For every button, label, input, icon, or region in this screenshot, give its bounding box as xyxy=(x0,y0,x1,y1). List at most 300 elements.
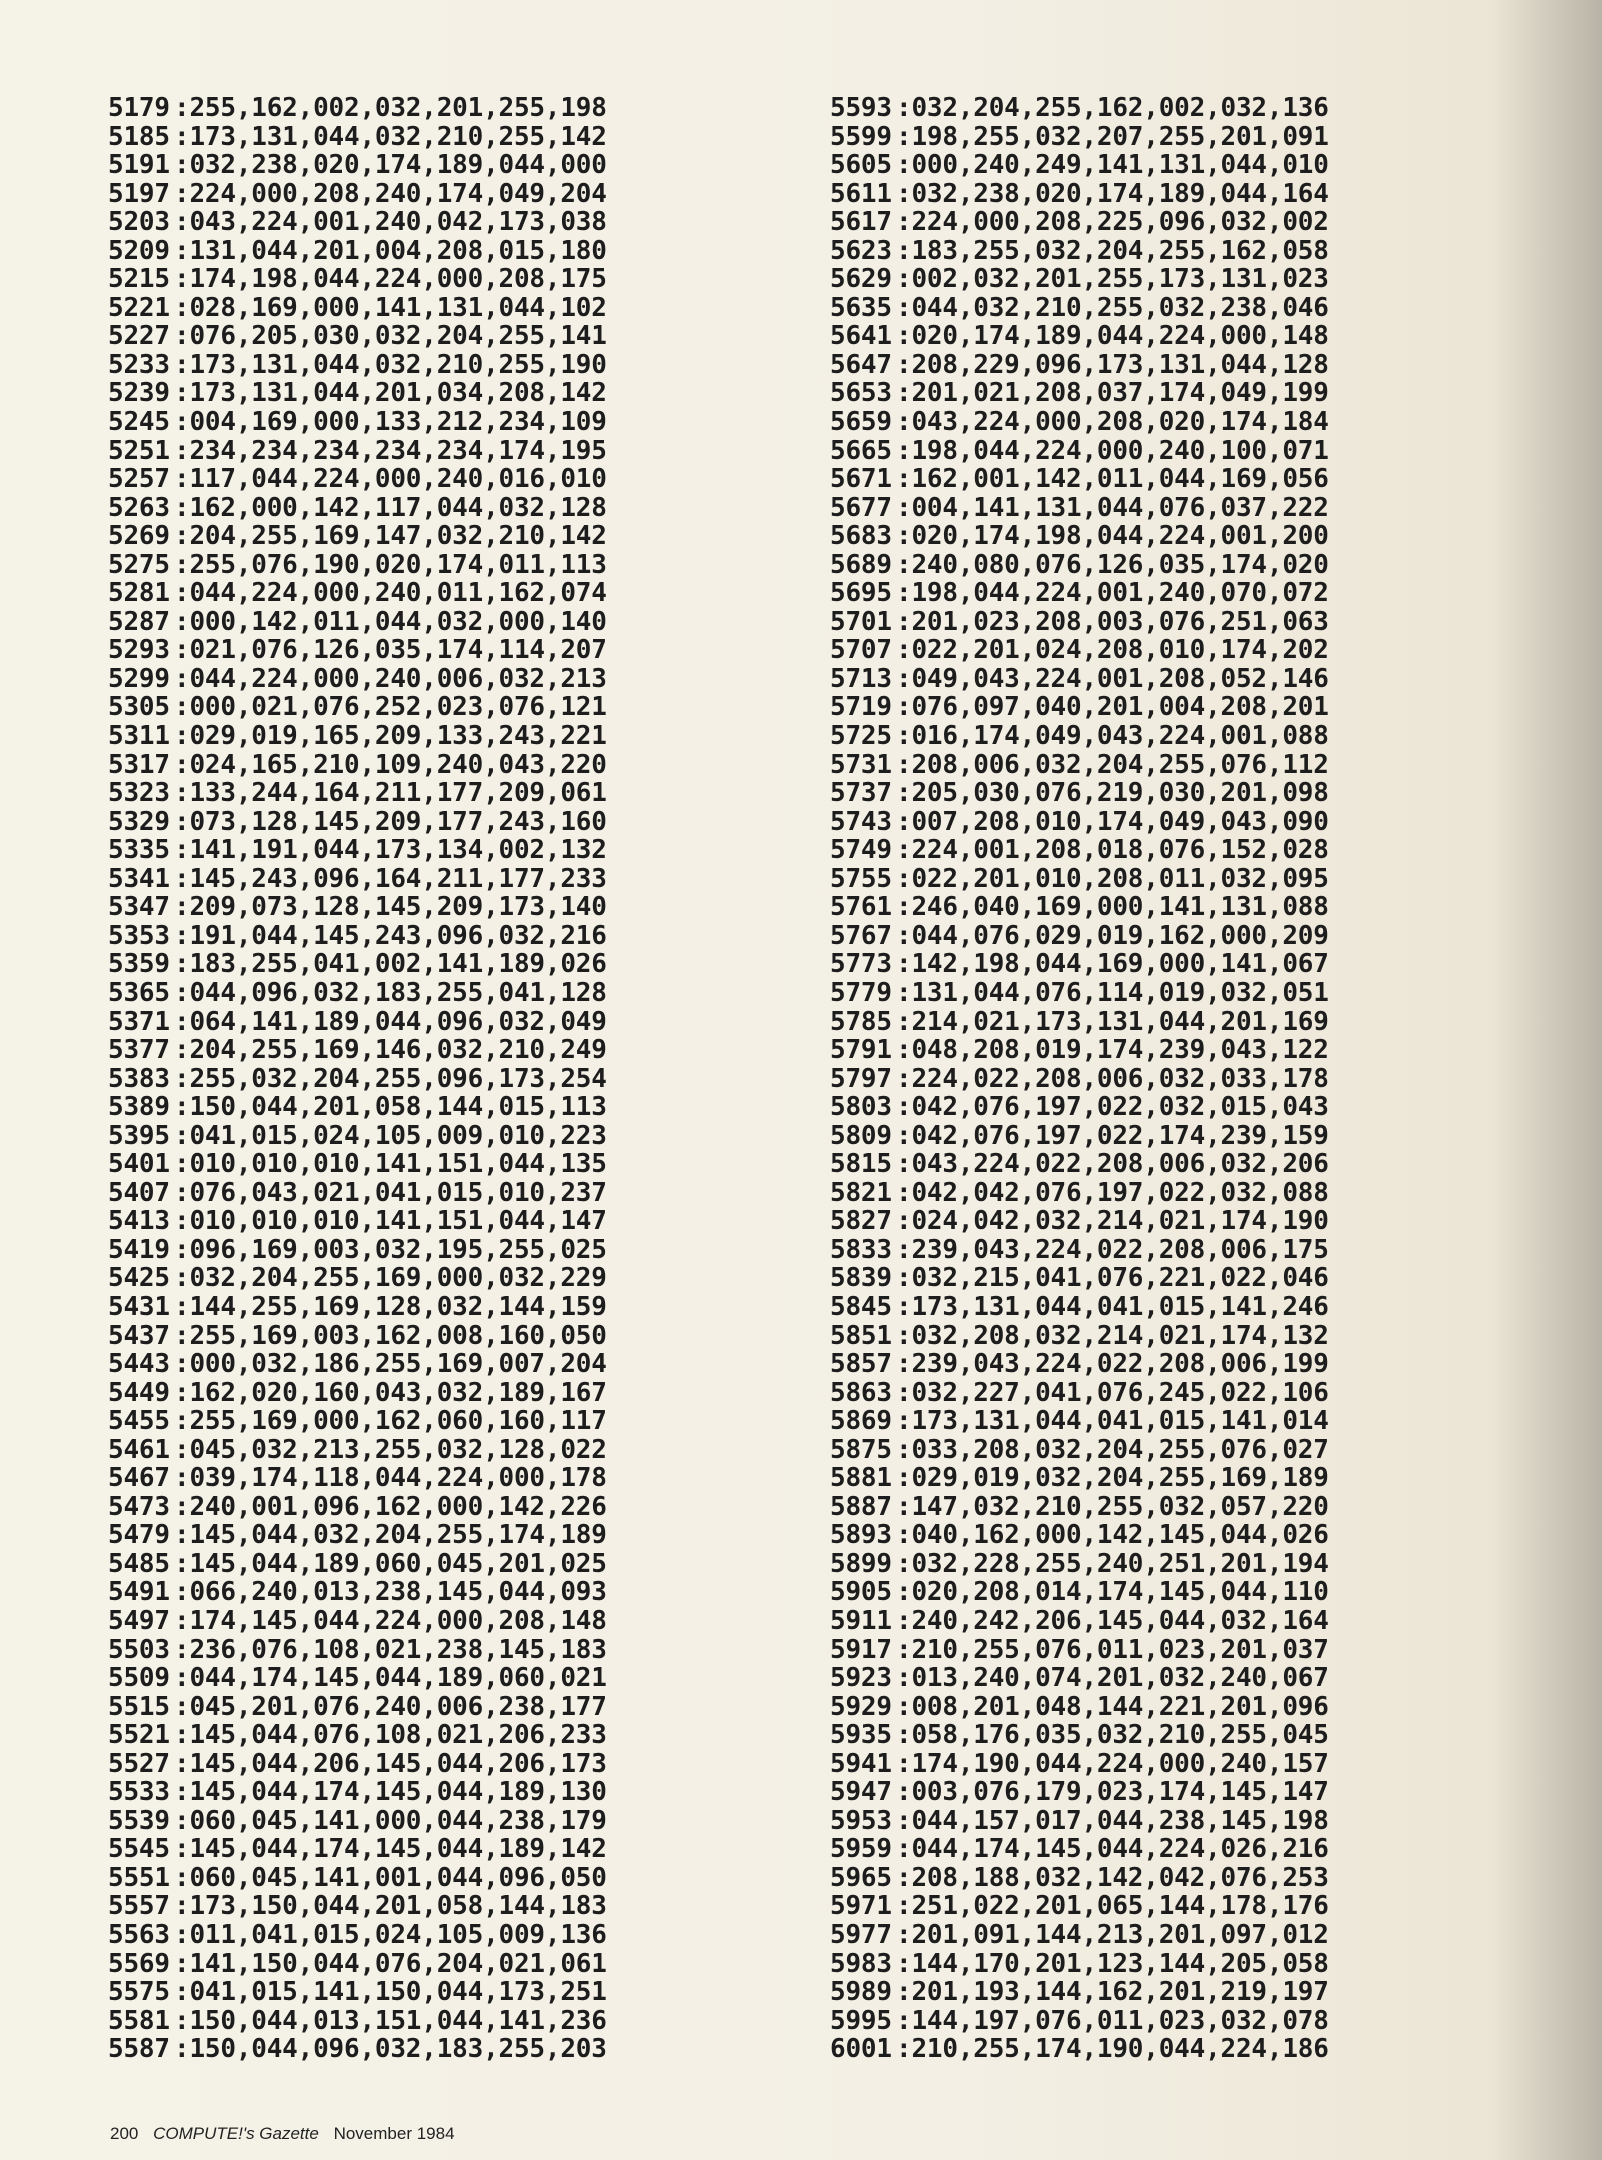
data-bytes: :174,145,044,224,000,208,148 xyxy=(174,1605,607,1636)
line-number: 5245 xyxy=(108,407,170,438)
data-bytes: :060,045,141,001,044,096,050 xyxy=(174,1862,607,1893)
listing-line xyxy=(108,808,607,837)
listing-line xyxy=(108,636,607,665)
line-number: 5755 xyxy=(830,863,892,894)
data-bytes: :240,001,096,162,000,142,226 xyxy=(174,1491,607,1522)
listing-line xyxy=(830,608,1329,637)
listing-line xyxy=(830,751,1329,780)
data-bytes: :205,030,076,219,030,201,098 xyxy=(896,778,1329,809)
line-number: 5407 xyxy=(108,1177,170,1208)
data-bytes: :147,032,210,255,032,057,220 xyxy=(896,1491,1329,1522)
listing-line xyxy=(108,1750,607,1779)
data-bytes: :144,170,201,123,144,205,058 xyxy=(896,1948,1329,1979)
line-number: 5911 xyxy=(830,1605,892,1636)
listing-line xyxy=(830,1521,1329,1550)
line-number: 5659 xyxy=(830,407,892,438)
data-bytes: :022,201,010,208,011,032,095 xyxy=(896,863,1329,894)
listing-line xyxy=(108,322,607,351)
line-number: 5323 xyxy=(108,778,170,809)
line-number: 5239 xyxy=(108,378,170,409)
listing-line xyxy=(108,1921,607,1950)
line-number: 5647 xyxy=(830,349,892,380)
listing-line xyxy=(108,693,607,722)
line-number: 5893 xyxy=(830,1520,892,1551)
line-number: 5899 xyxy=(830,1548,892,1579)
line-number: 5347 xyxy=(108,892,170,923)
listing-column-right xyxy=(830,94,1329,2064)
issue-date: November 1984 xyxy=(333,2124,455,2143)
listing-line xyxy=(108,123,607,152)
data-bytes: :060,045,141,000,044,238,179 xyxy=(174,1805,607,1836)
listing-line xyxy=(830,265,1329,294)
data-bytes: :013,240,074,201,032,240,067 xyxy=(896,1663,1329,1694)
data-bytes: :000,032,186,255,169,007,204 xyxy=(174,1349,607,1380)
data-bytes: :002,032,201,255,173,131,023 xyxy=(896,264,1329,295)
line-number: 5473 xyxy=(108,1491,170,1522)
data-bytes: :032,238,020,174,189,044,000 xyxy=(174,150,607,181)
data-bytes: :032,204,255,169,000,032,229 xyxy=(174,1263,607,1294)
listing-line xyxy=(830,1550,1329,1579)
data-bytes: :173,131,044,201,034,208,142 xyxy=(174,378,607,409)
data-bytes: :076,205,030,032,204,255,141 xyxy=(174,321,607,352)
line-number: 5809 xyxy=(830,1120,892,1151)
line-number: 5785 xyxy=(830,1006,892,1037)
line-number: 5569 xyxy=(108,1948,170,1979)
listing-line xyxy=(830,779,1329,808)
line-number: 5443 xyxy=(108,1349,170,1380)
data-bytes: :041,015,141,150,044,173,251 xyxy=(174,1977,607,2008)
data-bytes: :145,044,206,145,044,206,173 xyxy=(174,1748,607,1779)
listing-line xyxy=(830,237,1329,266)
listing-line xyxy=(108,1436,607,1465)
line-number: 5635 xyxy=(830,292,892,323)
listing-line xyxy=(830,1721,1329,1750)
line-number: 5941 xyxy=(830,1748,892,1779)
listing-line xyxy=(830,1065,1329,1094)
listing-line xyxy=(830,1264,1329,1293)
data-bytes: :043,224,000,208,020,174,184 xyxy=(896,407,1329,438)
data-bytes: :049,043,224,001,208,052,146 xyxy=(896,663,1329,694)
line-number: 5737 xyxy=(830,778,892,809)
listing-column-left xyxy=(108,94,607,2064)
listing-line xyxy=(108,1892,607,1921)
listing-line xyxy=(830,1778,1329,1807)
data-bytes: :131,044,076,114,019,032,051 xyxy=(896,977,1329,1008)
data-bytes: :029,019,165,209,133,243,221 xyxy=(174,721,607,752)
line-number: 5587 xyxy=(108,2034,170,2065)
data-bytes: :191,044,145,243,096,032,216 xyxy=(174,920,607,951)
listing-line xyxy=(830,1093,1329,1122)
line-number: 5521 xyxy=(108,1720,170,1751)
listing-line xyxy=(830,1407,1329,1436)
data-bytes: :020,174,198,044,224,001,200 xyxy=(896,521,1329,552)
data-bytes: :201,021,208,037,174,049,199 xyxy=(896,378,1329,409)
listing-line xyxy=(108,608,607,637)
listing-line xyxy=(108,408,607,437)
line-number: 5461 xyxy=(108,1434,170,1465)
line-number: 5743 xyxy=(830,806,892,837)
data-bytes: :024,042,032,214,021,174,190 xyxy=(896,1206,1329,1237)
data-bytes: :044,157,017,044,238,145,198 xyxy=(896,1805,1329,1836)
line-number: 5917 xyxy=(830,1634,892,1665)
data-bytes: :210,255,174,190,044,224,186 xyxy=(896,2034,1329,2065)
listing-line xyxy=(830,522,1329,551)
line-number: 5959 xyxy=(830,1834,892,1865)
line-number: 5545 xyxy=(108,1834,170,1865)
listing-line xyxy=(108,351,607,380)
listing-line xyxy=(108,1065,607,1094)
listing-line xyxy=(830,2035,1329,2064)
data-bytes: :021,076,126,035,174,114,207 xyxy=(174,635,607,666)
line-number: 5875 xyxy=(830,1434,892,1465)
line-number: 5617 xyxy=(830,207,892,238)
line-number: 5419 xyxy=(108,1234,170,1265)
listing-line xyxy=(108,779,607,808)
data-bytes: :044,032,210,255,032,238,046 xyxy=(896,292,1329,323)
listing-line xyxy=(108,722,607,751)
listing-line xyxy=(830,1664,1329,1693)
line-number: 5449 xyxy=(108,1377,170,1408)
line-number: 5527 xyxy=(108,1748,170,1779)
data-bytes: :209,073,128,145,209,173,140 xyxy=(174,892,607,923)
listing-line xyxy=(108,1264,607,1293)
line-number: 5695 xyxy=(830,578,892,609)
data-bytes: :045,201,076,240,006,238,177 xyxy=(174,1691,607,1722)
listing-line xyxy=(830,808,1329,837)
data-bytes: :029,019,032,204,255,169,189 xyxy=(896,1463,1329,1494)
listing-line xyxy=(830,1750,1329,1779)
listing-line xyxy=(830,1008,1329,1037)
data-bytes: :240,080,076,126,035,174,020 xyxy=(896,549,1329,580)
listing-line xyxy=(830,379,1329,408)
line-number: 5803 xyxy=(830,1092,892,1123)
data-bytes: :000,240,249,141,131,044,010 xyxy=(896,150,1329,181)
data-bytes: :240,242,206,145,044,032,164 xyxy=(896,1605,1329,1636)
line-number: 5509 xyxy=(108,1663,170,1694)
line-number: 5365 xyxy=(108,977,170,1008)
line-number: 5287 xyxy=(108,606,170,637)
listing-line xyxy=(830,180,1329,209)
data-bytes: :224,022,208,006,032,033,178 xyxy=(896,1063,1329,1094)
data-bytes: :201,091,144,213,201,097,012 xyxy=(896,1920,1329,1950)
listing-line xyxy=(830,836,1329,865)
line-number: 5887 xyxy=(830,1491,892,1522)
data-bytes: :042,076,197,022,032,015,043 xyxy=(896,1092,1329,1123)
data-bytes: :131,044,201,004,208,015,180 xyxy=(174,235,607,266)
line-number: 5281 xyxy=(108,578,170,609)
data-bytes: :032,238,020,174,189,044,164 xyxy=(896,178,1329,209)
line-number: 5197 xyxy=(108,178,170,209)
line-number: 5713 xyxy=(830,663,892,694)
data-bytes: :133,244,164,211,177,209,061 xyxy=(174,778,607,809)
listing-line xyxy=(108,751,607,780)
data-bytes: :008,201,048,144,221,201,096 xyxy=(896,1691,1329,1722)
listing-line xyxy=(830,579,1329,608)
line-number: 5371 xyxy=(108,1006,170,1037)
data-bytes: :239,043,224,022,208,006,175 xyxy=(896,1234,1329,1265)
data-bytes: :173,131,044,041,015,141,014 xyxy=(896,1406,1329,1437)
listing-line xyxy=(830,865,1329,894)
data-bytes: :210,255,076,011,023,201,037 xyxy=(896,1634,1329,1665)
data-bytes: :145,243,096,164,211,177,233 xyxy=(174,863,607,894)
listing-line xyxy=(830,2007,1329,2036)
page-number: 200 xyxy=(110,2124,139,2143)
line-number: 5233 xyxy=(108,349,170,380)
line-number: 5275 xyxy=(108,549,170,580)
line-number: 5827 xyxy=(830,1206,892,1237)
listing-line xyxy=(830,494,1329,523)
data-bytes: :000,021,076,252,023,076,121 xyxy=(174,692,607,723)
line-number: 5689 xyxy=(830,549,892,580)
listing-line xyxy=(108,2007,607,2036)
listing-line xyxy=(830,294,1329,323)
line-number: 5947 xyxy=(830,1777,892,1808)
data-bytes: :042,042,076,197,022,032,088 xyxy=(896,1177,1329,1208)
line-number: 5467 xyxy=(108,1463,170,1494)
line-number: 5551 xyxy=(108,1862,170,1893)
line-number: 5359 xyxy=(108,949,170,980)
listing-line xyxy=(108,1864,607,1893)
line-number: 5821 xyxy=(830,1177,892,1208)
line-number: 5581 xyxy=(108,2005,170,2036)
line-number: 5413 xyxy=(108,1206,170,1237)
data-bytes: :224,000,208,225,096,032,002 xyxy=(896,207,1329,238)
listing-line xyxy=(830,1036,1329,1065)
listing-line xyxy=(830,123,1329,152)
data-bytes: :198,044,224,001,240,070,072 xyxy=(896,578,1329,609)
listing-line xyxy=(108,1207,607,1236)
data-bytes: :040,162,000,142,145,044,026 xyxy=(896,1520,1329,1551)
line-number: 5383 xyxy=(108,1063,170,1094)
listing-line xyxy=(830,1379,1329,1408)
line-number: 5491 xyxy=(108,1577,170,1608)
line-number: 5377 xyxy=(108,1035,170,1066)
data-bytes: :162,001,142,011,044,169,056 xyxy=(896,464,1329,495)
line-number: 5953 xyxy=(830,1805,892,1836)
line-number: 5257 xyxy=(108,464,170,495)
line-number: 5995 xyxy=(830,2005,892,2036)
listing-line xyxy=(830,1950,1329,1979)
line-number: 5269 xyxy=(108,521,170,552)
data-bytes: :141,191,044,173,134,002,132 xyxy=(174,835,607,866)
line-number: 5749 xyxy=(830,835,892,866)
line-number: 5719 xyxy=(830,692,892,723)
data-bytes: :145,044,174,145,044,189,130 xyxy=(174,1777,607,1808)
listing-line xyxy=(830,1464,1329,1493)
line-number: 5251 xyxy=(108,435,170,466)
listing-line xyxy=(830,1693,1329,1722)
line-number: 5977 xyxy=(830,1920,892,1950)
line-number: 5701 xyxy=(830,606,892,637)
data-bytes: :173,131,044,041,015,141,246 xyxy=(896,1291,1329,1322)
line-number: 5815 xyxy=(830,1149,892,1180)
line-number: 5515 xyxy=(108,1691,170,1722)
line-number: 5431 xyxy=(108,1291,170,1322)
page-footer xyxy=(110,2124,455,2144)
listing-line xyxy=(830,94,1329,123)
listing-line xyxy=(830,1607,1329,1636)
data-bytes: :004,141,131,044,076,037,222 xyxy=(896,492,1329,523)
data-bytes: :150,044,096,032,183,255,203 xyxy=(174,2034,607,2065)
data-bytes: :044,076,029,019,162,000,209 xyxy=(896,920,1329,951)
listing-line xyxy=(108,579,607,608)
line-number: 5929 xyxy=(830,1691,892,1722)
data-bytes: :045,032,213,255,032,128,022 xyxy=(174,1434,607,1465)
listing-line xyxy=(830,1835,1329,1864)
data-bytes: :010,010,010,141,151,044,147 xyxy=(174,1206,607,1237)
line-number: 5779 xyxy=(830,977,892,1008)
listing-line xyxy=(830,893,1329,922)
line-number: 5923 xyxy=(830,1663,892,1694)
line-number: 5935 xyxy=(830,1720,892,1751)
data-bytes: :145,044,189,060,045,201,025 xyxy=(174,1548,607,1579)
listing-line xyxy=(830,1436,1329,1465)
listing-line xyxy=(830,208,1329,237)
line-number: 5185 xyxy=(108,121,170,152)
data-bytes: :058,176,035,032,210,255,045 xyxy=(896,1720,1329,1751)
listing-line xyxy=(108,1778,607,1807)
data-bytes: :117,044,224,000,240,016,010 xyxy=(174,464,607,495)
data-bytes: :173,150,044,201,058,144,183 xyxy=(174,1891,607,1922)
listing-line xyxy=(108,2035,607,2064)
data-bytes: :076,043,021,041,015,010,237 xyxy=(174,1177,607,1208)
listing-line xyxy=(830,1493,1329,1522)
line-number: 5881 xyxy=(830,1463,892,1494)
data-bytes: :032,227,041,076,245,022,106 xyxy=(896,1377,1329,1408)
line-number: 5791 xyxy=(830,1035,892,1066)
listing-line xyxy=(830,551,1329,580)
listing-line xyxy=(830,1807,1329,1836)
listing-line xyxy=(108,379,607,408)
line-number: 5227 xyxy=(108,321,170,352)
data-bytes: :000,142,011,044,032,000,140 xyxy=(174,606,607,637)
listing-line xyxy=(108,1578,607,1607)
listing-line xyxy=(108,1093,607,1122)
line-number: 5479 xyxy=(108,1520,170,1551)
listing-line xyxy=(830,1978,1329,2007)
listing-line xyxy=(108,1521,607,1550)
listing-line xyxy=(108,1407,607,1436)
line-number: 5395 xyxy=(108,1120,170,1151)
line-number: 5317 xyxy=(108,749,170,780)
line-number: 5869 xyxy=(830,1406,892,1437)
line-number: 5305 xyxy=(108,692,170,723)
listing-line xyxy=(830,151,1329,180)
listing-line xyxy=(108,1950,607,1979)
listing-line xyxy=(108,265,607,294)
data-bytes: :255,032,204,255,096,173,254 xyxy=(174,1063,607,1094)
data-bytes: :032,215,041,076,221,022,046 xyxy=(896,1263,1329,1294)
line-number: 5389 xyxy=(108,1092,170,1123)
listing-line xyxy=(108,465,607,494)
listing-line xyxy=(830,922,1329,951)
data-bytes: :145,044,032,204,255,174,189 xyxy=(174,1520,607,1551)
data-bytes: :096,169,003,032,195,255,025 xyxy=(174,1234,607,1265)
data-bytes: :208,006,032,204,255,076,112 xyxy=(896,749,1329,780)
line-number: 5437 xyxy=(108,1320,170,1351)
listing-line xyxy=(830,1207,1329,1236)
data-bytes: :208,229,096,173,131,044,128 xyxy=(896,349,1329,380)
listing-line xyxy=(108,1350,607,1379)
listing-line xyxy=(108,893,607,922)
data-bytes: :255,169,003,162,008,160,050 xyxy=(174,1320,607,1351)
line-number: 5599 xyxy=(830,121,892,152)
line-number: 5533 xyxy=(108,1777,170,1808)
listing-line xyxy=(108,1636,607,1665)
line-number: 5497 xyxy=(108,1605,170,1636)
data-bytes: :204,255,169,147,032,210,142 xyxy=(174,521,607,552)
data-bytes: :044,174,145,044,224,026,216 xyxy=(896,1834,1329,1865)
listing-line xyxy=(108,1236,607,1265)
line-number: 5833 xyxy=(830,1234,892,1265)
line-number: 5605 xyxy=(830,150,892,181)
data-bytes: :224,001,208,018,076,152,028 xyxy=(896,835,1329,866)
listing-line xyxy=(108,237,607,266)
listing-line xyxy=(830,1293,1329,1322)
line-number: 5299 xyxy=(108,663,170,694)
line-number: 5989 xyxy=(830,1977,892,2008)
data-bytes: :044,096,032,183,255,041,128 xyxy=(174,977,607,1008)
listing-line xyxy=(830,408,1329,437)
data-bytes: :028,169,000,141,131,044,102 xyxy=(174,292,607,323)
listing-line xyxy=(830,1236,1329,1265)
data-bytes: :144,197,076,011,023,032,078 xyxy=(896,2005,1329,2036)
listing-line xyxy=(108,865,607,894)
listing-line xyxy=(108,1978,607,2007)
data-bytes: :150,044,201,058,144,015,113 xyxy=(174,1092,607,1123)
listing-line xyxy=(830,465,1329,494)
line-number: 5455 xyxy=(108,1406,170,1437)
data-bytes: :044,224,000,240,011,162,074 xyxy=(174,578,607,609)
line-number: 5503 xyxy=(108,1634,170,1665)
line-number: 5425 xyxy=(108,1263,170,1294)
line-number: 5293 xyxy=(108,635,170,666)
listing-line xyxy=(108,950,607,979)
line-number: 5983 xyxy=(830,1948,892,1979)
line-number: 5209 xyxy=(108,235,170,266)
line-number: 5401 xyxy=(108,1149,170,1180)
data-bytes: :064,141,189,044,096,032,049 xyxy=(174,1006,607,1037)
listing-line xyxy=(108,94,607,123)
data-bytes: :003,076,179,023,174,145,147 xyxy=(896,1777,1329,1808)
listing-line xyxy=(108,1036,607,1065)
data-bytes: :020,174,189,044,224,000,148 xyxy=(896,321,1329,352)
data-bytes: :255,169,000,162,060,160,117 xyxy=(174,1406,607,1437)
data-bytes: :022,201,024,208,010,174,202 xyxy=(896,635,1329,666)
data-bytes: :234,234,234,234,234,174,195 xyxy=(174,435,607,466)
listing-line xyxy=(108,836,607,865)
data-bytes: :183,255,032,204,255,162,058 xyxy=(896,235,1329,266)
line-number: 5839 xyxy=(830,1263,892,1294)
line-number: 5353 xyxy=(108,920,170,951)
listing-line xyxy=(830,636,1329,665)
line-number: 5539 xyxy=(108,1805,170,1836)
line-number: 5797 xyxy=(830,1063,892,1094)
data-bytes: :041,015,024,105,009,010,223 xyxy=(174,1120,607,1151)
data-bytes: :255,162,002,032,201,255,198 xyxy=(174,93,607,123)
listing-line xyxy=(108,1693,607,1722)
data-bytes: :145,044,076,108,021,206,233 xyxy=(174,1720,607,1751)
data-bytes: :198,044,224,000,240,100,071 xyxy=(896,435,1329,466)
data-bytes: :007,208,010,174,049,043,090 xyxy=(896,806,1329,837)
line-number: 6001 xyxy=(830,2034,892,2065)
data-bytes: :043,224,001,240,042,173,038 xyxy=(174,207,607,238)
data-bytes: :173,131,044,032,210,255,190 xyxy=(174,349,607,380)
line-number: 5971 xyxy=(830,1891,892,1922)
data-bytes: :039,174,118,044,224,000,178 xyxy=(174,1463,607,1494)
line-number: 5761 xyxy=(830,892,892,923)
listing-line xyxy=(830,950,1329,979)
